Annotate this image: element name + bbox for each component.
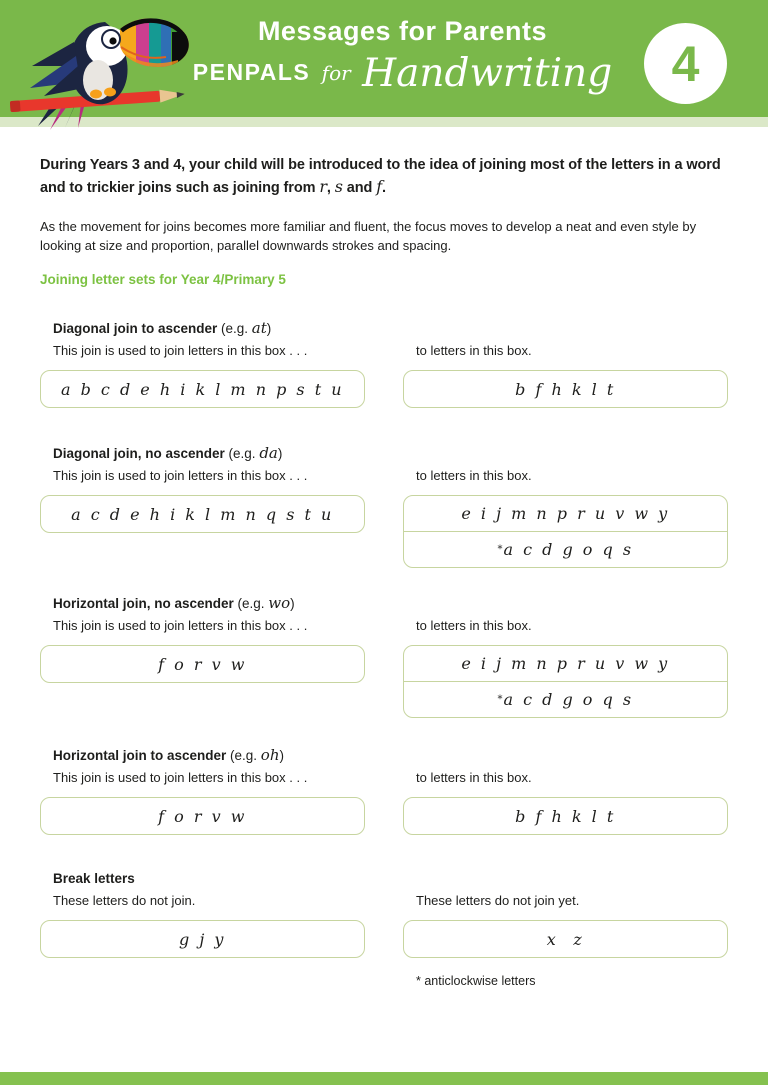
toucan-logo xyxy=(8,4,198,130)
right-caption: to letters in this box. xyxy=(416,468,532,483)
letter-box-right-row2 xyxy=(404,681,727,717)
caption-row xyxy=(40,467,728,485)
left-caption: These letters do not join. xyxy=(53,893,196,908)
section-title-text: Diagonal join, no ascender xyxy=(53,446,225,461)
intro-sep2: and xyxy=(342,180,377,196)
header-titles xyxy=(185,16,620,96)
caption-row xyxy=(40,769,728,787)
issue-number-badge xyxy=(644,23,727,104)
section-horizontal-join-to-ascender xyxy=(40,746,728,835)
intro-letter-f: f xyxy=(376,177,383,196)
left-caption: This join is used to join letters in this box . . . xyxy=(53,343,308,358)
footer-bar xyxy=(0,1072,768,1085)
eg-close: ) xyxy=(290,596,295,611)
brand-handwriting: Handwriting xyxy=(362,51,613,96)
footnote-row xyxy=(40,974,728,988)
caption-row xyxy=(40,617,728,635)
letter-set: f o r v w xyxy=(158,654,247,674)
caption-row xyxy=(40,342,728,360)
caption-row xyxy=(40,892,728,910)
intro-period: . xyxy=(382,180,386,196)
brand-title xyxy=(185,51,620,96)
letter-box-row xyxy=(40,370,728,408)
content xyxy=(0,155,768,988)
body-paragraph: As the movement for joins becomes more familiar and fluent, the focus moves to develop a neat and even style by looking at size and proportion, parallel downwards strokes and spacing. xyxy=(40,219,697,253)
example-letters: at xyxy=(251,319,267,337)
letter-set: e i j m n p r u v w y xyxy=(461,654,670,673)
intro-sep1: , xyxy=(326,180,335,196)
section-title xyxy=(40,746,728,765)
letter-box-row xyxy=(40,920,728,958)
example-letters: oh xyxy=(260,746,280,764)
letter-box-row xyxy=(40,645,728,718)
letter-set: g j y xyxy=(179,929,226,949)
letter-box-right-row1 xyxy=(404,496,727,531)
letter-box-right-split xyxy=(403,645,728,718)
intro-letter-r: r xyxy=(319,177,327,196)
section-title-text: Horizontal join to ascender xyxy=(53,748,227,763)
letter-box-right xyxy=(403,797,728,835)
letter-box-row xyxy=(40,797,728,835)
letter-box-right xyxy=(403,920,728,958)
joining-sets-heading: Joining letter sets for Year 4/Primary 5 xyxy=(40,272,286,287)
example-letters: da xyxy=(259,444,278,462)
right-caption: to letters in this box. xyxy=(416,618,532,633)
letter-set: e i j m n p r u v w y xyxy=(461,504,670,523)
eg-open: (e.g. xyxy=(233,596,269,611)
anticlockwise-asterisk: * xyxy=(497,694,503,705)
section-title xyxy=(40,869,728,888)
intro-paragraph xyxy=(40,155,728,199)
letter-box-right-split xyxy=(403,495,728,568)
letter-box-left xyxy=(40,645,365,683)
letter-set: f o r v w xyxy=(158,806,247,826)
eg-close: ) xyxy=(277,446,283,461)
right-caption: to letters in this box. xyxy=(416,343,532,358)
letter-box-right-row2 xyxy=(404,531,727,567)
header-band xyxy=(0,0,768,117)
anticlockwise-asterisk: * xyxy=(497,544,503,555)
letter-set: a b c d e h i k l m n p s t u xyxy=(60,379,345,399)
letter-box-left xyxy=(40,370,365,408)
brand-penpals: PENPALS xyxy=(192,59,311,85)
section-title xyxy=(40,319,728,338)
letter-set: b f h k l t xyxy=(515,379,616,399)
section-title xyxy=(40,594,728,613)
letter-box-left xyxy=(40,797,365,835)
eg-open: (e.g. xyxy=(226,748,261,763)
section-horizontal-join-no-ascender xyxy=(40,594,728,718)
anticlockwise-footnote: * anticlockwise letters xyxy=(416,974,536,988)
section-title-text: Break letters xyxy=(53,871,135,886)
letter-set: b f h k l t xyxy=(515,806,616,826)
left-caption: This join is used to join letters in this box . . . xyxy=(53,618,308,633)
letter-box-left xyxy=(40,495,365,533)
eg-open: (e.g. xyxy=(217,321,252,336)
letter-box-row xyxy=(40,495,728,568)
letter-box-right xyxy=(403,370,728,408)
intro-text: During Years 3 and 4, your child will be introduced to the idea of joining most of the letters in a word and to trickier joins such as joining from xyxy=(40,157,721,196)
section-break-letters xyxy=(40,869,728,958)
left-caption: This join is used to join letters in this box . . . xyxy=(53,770,308,785)
right-caption: These letters do not join yet. xyxy=(416,893,580,908)
eg-close: ) xyxy=(279,748,284,763)
eg-open: (e.g. xyxy=(224,446,260,461)
letter-box-right-row1 xyxy=(404,646,727,681)
section-title xyxy=(40,444,728,463)
left-caption: This join is used to join letters in this box . . . xyxy=(53,468,308,483)
letter-box-left xyxy=(40,920,365,958)
section-title-text: Horizontal join, no ascender xyxy=(53,596,234,611)
right-caption: to letters in this box. xyxy=(416,770,532,785)
letter-set: a c d e h i k l m n q s t u xyxy=(71,504,334,524)
example-letters: wo xyxy=(268,594,291,612)
issue-number: 4 xyxy=(671,35,700,92)
brand-for: for xyxy=(321,61,351,85)
section-title-text: Diagonal join to ascender xyxy=(53,321,218,336)
section-diagonal-join-to-ascender xyxy=(40,319,728,408)
intro-letter-s: s xyxy=(334,177,343,196)
letter-set: x z xyxy=(546,929,585,949)
eg-close: ) xyxy=(266,321,272,336)
letter-set: a c d g o q s xyxy=(503,540,634,559)
letter-set: a c d g o q s xyxy=(503,690,634,709)
page-title: Messages for Parents xyxy=(257,16,548,46)
section-diagonal-join-no-ascender xyxy=(40,444,728,568)
